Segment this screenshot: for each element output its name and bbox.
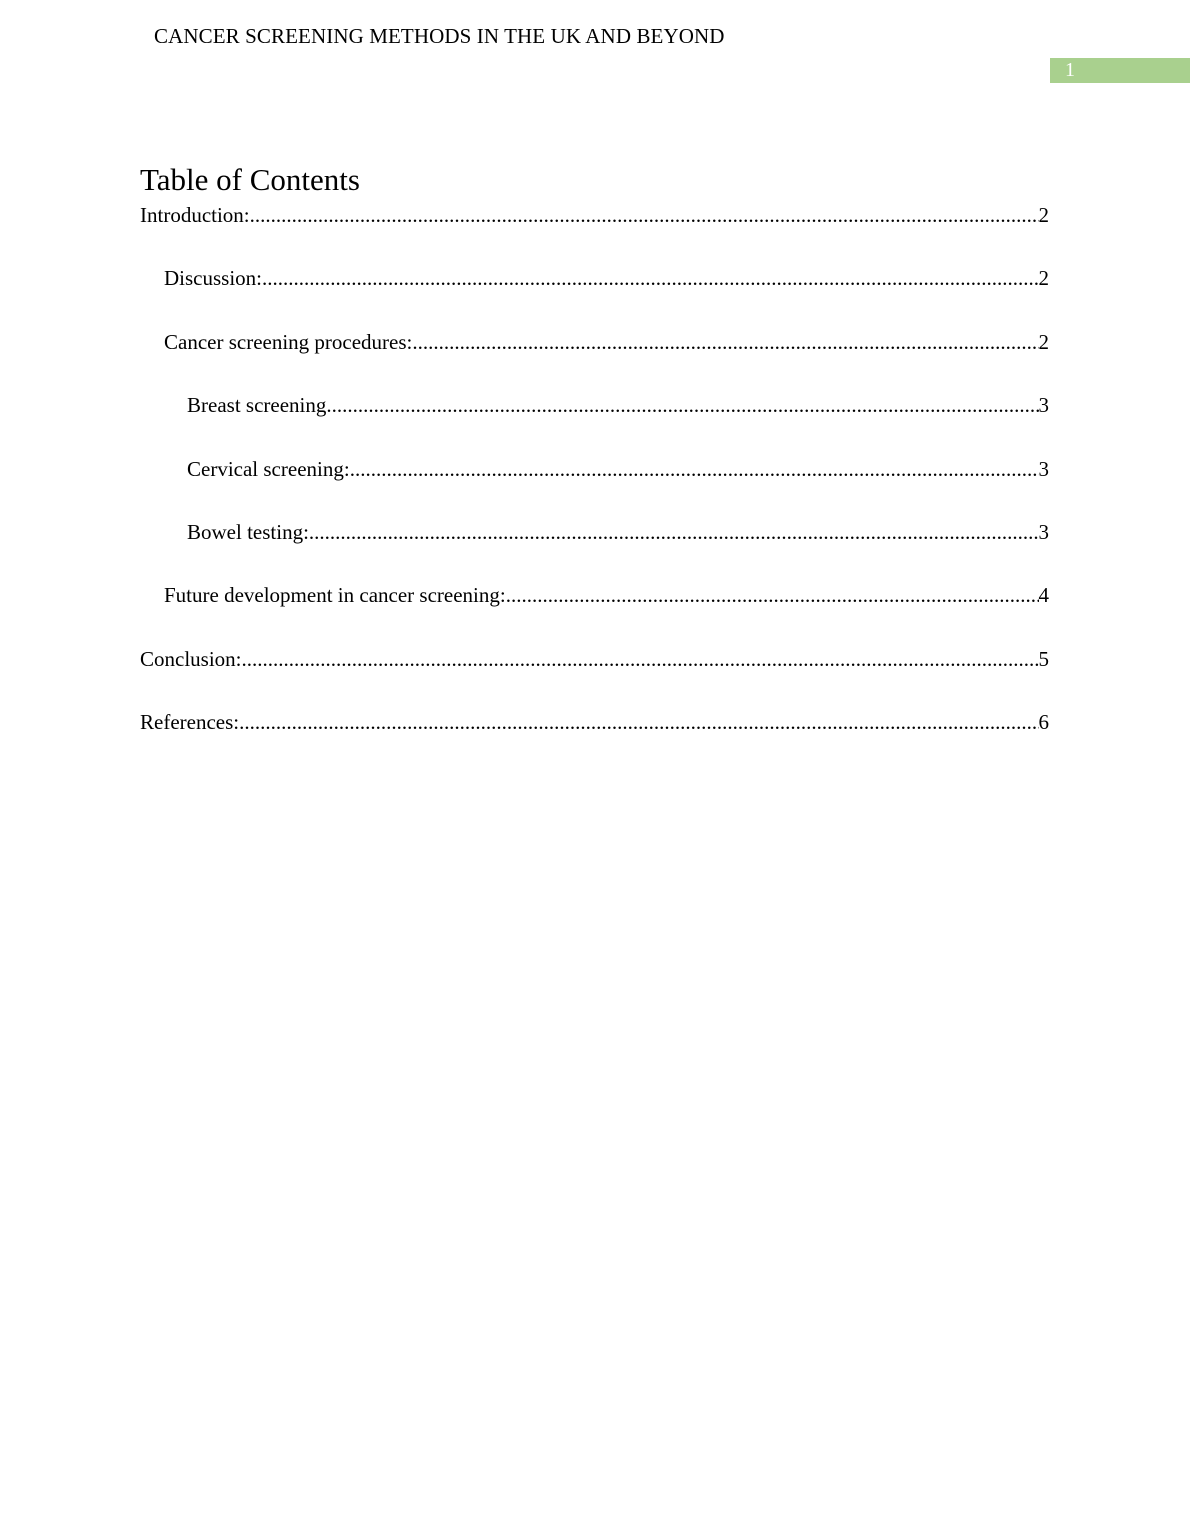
toc-entry-page: 5: [1038, 646, 1049, 671]
toc-entry-conclusion[interactable]: [140, 644, 1049, 707]
toc-dot-leader: [412, 327, 1038, 357]
toc-entry-bowel-testing[interactable]: [140, 517, 1049, 580]
toc-entry-page: 4: [1038, 583, 1049, 608]
toc-entry-discussion[interactable]: [140, 263, 1049, 326]
toc-dot-leader: [350, 454, 1039, 484]
toc-dot-leader: [506, 580, 1039, 610]
toc-entry-page: 3: [1038, 519, 1049, 544]
toc-entry-cancer-screening-procedures[interactable]: [140, 327, 1049, 390]
toc-entry-page: 3: [1038, 456, 1049, 481]
toc-entry-label: Introduction:: [140, 203, 250, 227]
toc-entry-page: 3: [1038, 393, 1049, 418]
toc-entry-future-development[interactable]: [140, 580, 1049, 643]
toc-entry-label: Future development in cancer screening:: [164, 583, 506, 608]
toc-heading: Table of Contents: [140, 162, 360, 197]
toc-dot-leader: [242, 644, 1039, 674]
toc-entry-label: Cervical screening:: [187, 456, 350, 481]
toc-entry-introduction[interactable]: [140, 200, 1049, 263]
page-number-badge: [1050, 58, 1190, 83]
toc-dot-leader: [326, 390, 1038, 420]
toc-entry-page: 2: [1038, 266, 1049, 291]
toc-entry-breast-screening[interactable]: [140, 390, 1049, 453]
page-number: 1: [1065, 59, 1075, 81]
toc-entry-page: 2: [1038, 329, 1049, 354]
toc-entry-cervical-screening[interactable]: [140, 454, 1049, 517]
toc-entry-label: References:: [140, 710, 240, 735]
toc-entry-page: 6: [1038, 710, 1049, 735]
toc-entry-label: Bowel testing:: [187, 519, 309, 544]
table-of-contents: [140, 200, 1049, 771]
toc-entry-label: Discussion:: [164, 266, 263, 291]
toc-entry-references[interactable]: [140, 707, 1049, 770]
toc-entry-label: Conclusion:: [140, 646, 242, 671]
toc-dot-leader: [309, 517, 1039, 547]
toc-dot-leader: [262, 263, 1038, 293]
toc-entry-label: Cancer screening procedures:: [164, 329, 413, 354]
toc-dot-leader: [250, 200, 1039, 230]
toc-entry-page: 2: [1038, 203, 1049, 227]
running-header: CANCER SCREENING METHODS IN THE UK AND BEYOND: [154, 24, 725, 48]
toc-dot-leader: [239, 707, 1038, 737]
toc-entry-label: Breast screening: [187, 393, 327, 418]
